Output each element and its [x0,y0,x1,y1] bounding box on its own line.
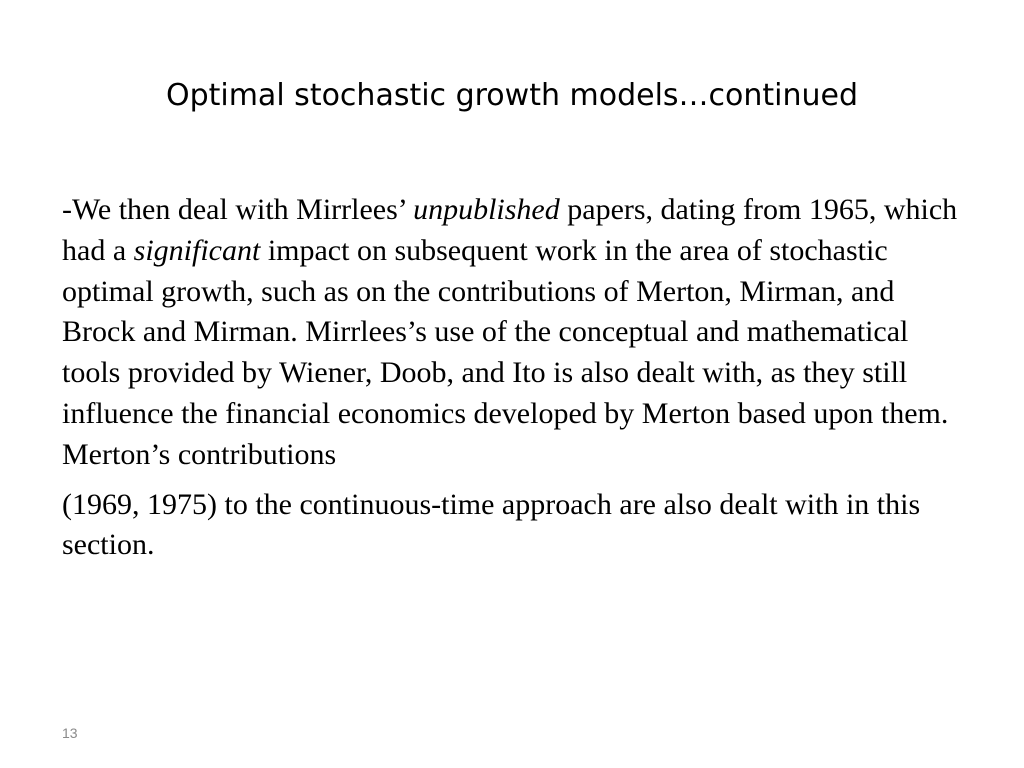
paragraph-1-text-middle: papers, dating from 1965, which had a [62,193,958,267]
slide-body [62,190,967,566]
italic-significant: significant [133,233,261,267]
paragraph-1-text-end: impact on subsequent work in the area of stochastic optimal growth, such as on the contributions of Merton, Mirman, and Brock and Mirman. Mirrlees’s use of the conceptual and mathematical tools provided by Wiener, Doob, and Ito is also dealt with, as they still influence the financial economics developed by Merton based upon them. Merton’s contributions [62,233,949,471]
slide-number: 13 [62,725,78,741]
italic-unpublished: unpublished [413,193,560,226]
slide-title: Optimal stochastic growth models…continued [165,78,859,113]
paragraph-1-text-start: -We then deal with Mirrlees’ [62,193,414,226]
body-paragraph-1 [62,190,967,476]
body-paragraph-2: (1969, 1975) to the continuous-time approach are also dealt with in this section. [62,487,921,562]
